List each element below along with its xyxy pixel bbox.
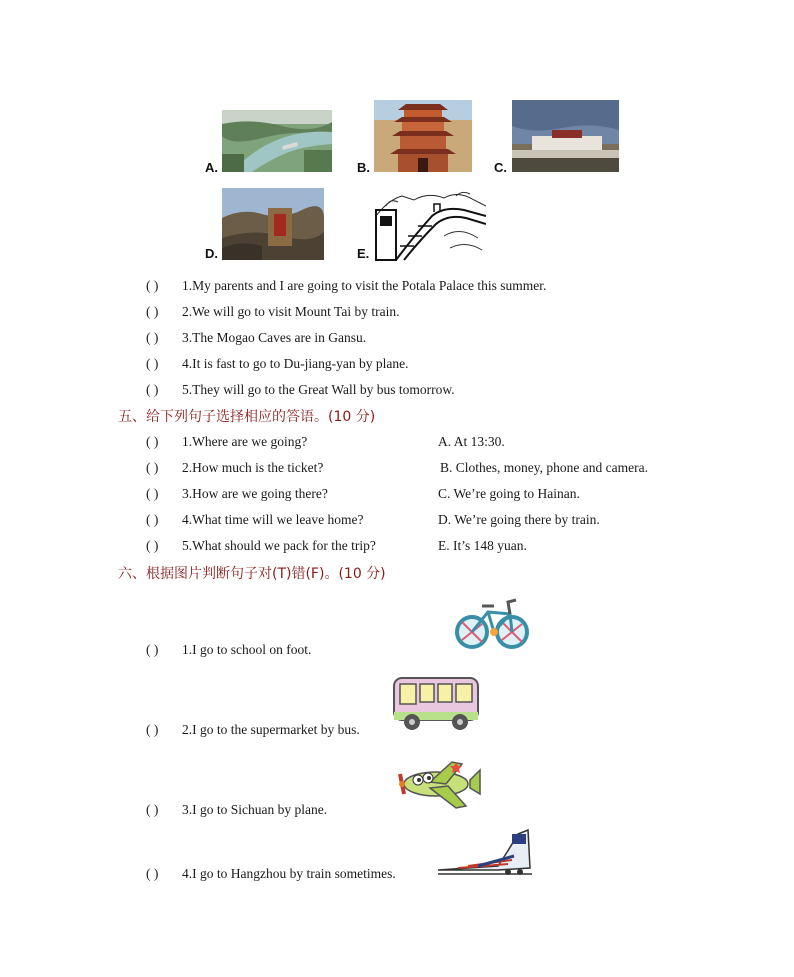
part6-sentence: 4.I go to Hangzhou by train sometimes.: [182, 866, 396, 881]
bicycle-icon: [452, 592, 532, 654]
part4-sentence: 4.It is fast to go to Du-jiang-yan by plane.: [182, 356, 409, 371]
part6-sentence: 1.I go to school on foot.: [182, 642, 312, 657]
part4-sentence: 3.The Mogao Caves are in Gansu.: [182, 330, 367, 345]
dujiangyan-photo: [222, 110, 332, 172]
question: 4.What time will we leave home?: [182, 512, 364, 527]
answer-blank[interactable]: ( ): [146, 642, 159, 657]
mount-tai-photo: [222, 188, 324, 260]
answer-blank[interactable]: ( ): [146, 866, 159, 881]
answer-option: B. Clothes, money, phone and camera.: [440, 460, 648, 475]
answer-blank[interactable]: ( ): [146, 356, 159, 371]
answer-blank[interactable]: ( ): [146, 460, 159, 475]
answer-blank[interactable]: ( ): [146, 304, 159, 319]
answer-blank[interactable]: ( ): [146, 512, 159, 527]
part6-sentence: 2.I go to the supermarket by bus.: [182, 722, 360, 737]
question: 5.What should we pack for the trip?: [182, 538, 376, 553]
answer-blank[interactable]: ( ): [146, 722, 159, 737]
question: 1.Where are we going?: [182, 434, 308, 449]
part4-sentence: 5.They will go to the Great Wall by bus tomorrow.: [182, 382, 455, 397]
answer-option: D. We’re going there by train.: [438, 512, 600, 527]
bus-icon: [390, 672, 482, 734]
answer-blank[interactable]: ( ): [146, 278, 159, 293]
answer-blank[interactable]: ( ): [146, 434, 159, 449]
answer-blank[interactable]: ( ): [146, 330, 159, 345]
train-icon: [438, 826, 532, 878]
option-label-b: B.: [357, 160, 370, 175]
great-wall-sketch: [374, 186, 486, 262]
part4-sentence: 1.My parents and I are going to visit the Potala Palace this summer.: [182, 278, 547, 293]
option-label-a: A.: [205, 160, 218, 175]
option-label-d: D.: [205, 246, 218, 261]
option-label-e: E.: [357, 246, 370, 261]
answer-option: C. We’re going to Hainan.: [438, 486, 580, 501]
question: 2.How much is the ticket?: [182, 460, 324, 475]
section-six-title: 六、根据图片判断句子对(T)错(F)。(10 分): [118, 566, 386, 582]
part6-sentence: 3.I go to Sichuan by plane.: [182, 802, 328, 817]
answer-blank[interactable]: ( ): [146, 802, 159, 817]
mogao-caves-photo: [374, 100, 472, 172]
potala-palace-photo: [512, 100, 619, 172]
option-label-c: C.: [494, 160, 507, 175]
answer-blank[interactable]: ( ): [146, 382, 159, 397]
answer-blank[interactable]: ( ): [146, 486, 159, 501]
answer-blank[interactable]: ( ): [146, 538, 159, 553]
part4-sentence: 2.We will go to visit Mount Tai by train.: [182, 304, 400, 319]
answer-option: A. At 13:30.: [438, 434, 505, 449]
question: 3.How are we going there?: [182, 486, 328, 501]
answer-option: E. It’s 148 yuan.: [438, 538, 527, 553]
airplane-icon: [390, 752, 482, 814]
section-five-title: 五、给下列句子选择相应的答语。(10 分): [118, 409, 376, 425]
